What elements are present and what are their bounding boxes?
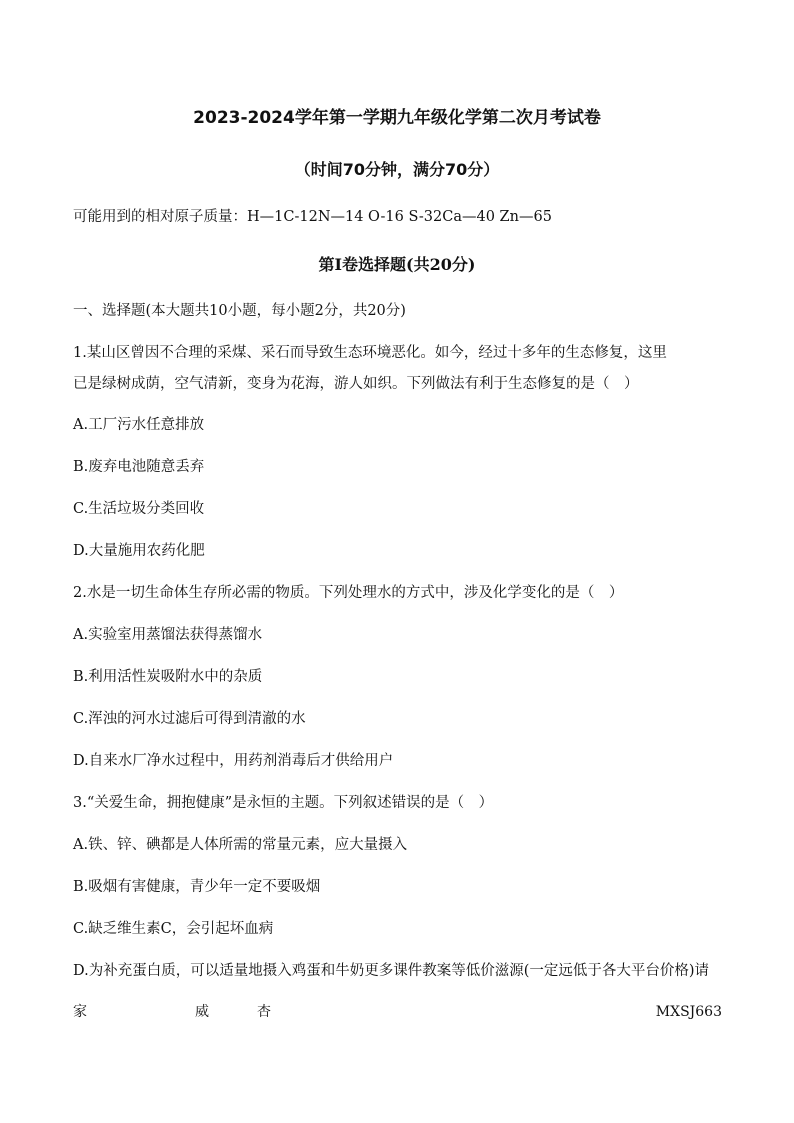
question-1-option-d: D.大量施用农药化肥 [73, 543, 205, 559]
footer-code: MXSJ663 [655, 1004, 722, 1020]
exam-subtitle: （时间70分钟，满分70分） [294, 160, 500, 179]
question-1-option-a: A.工厂污水任意排放 [73, 417, 205, 433]
section-title: 第Ⅰ卷选择题(共20分) [318, 255, 476, 274]
exam-title: 2023-2024学年第一学期九年级化学第二次月考试卷 [193, 108, 601, 128]
question-1-stem-line2: 已是绿树成荫，空气清新，变身为花海，游人如织。下列做法有利于生态修复的是（ ） [73, 376, 639, 392]
question-1-option-c: C.生活垃圾分类回收 [73, 501, 205, 517]
atomic-masses: 可能用到的相对原子质量：H—1C-12N—14 O-16 S-32Ca—40 Zn—65 [73, 209, 552, 225]
question-3-option-c: C.缺乏维生素C，会引起坏血病 [73, 921, 274, 937]
question-1-stem-line1: 1.某山区曾因不合理的采煤、采石而导致生态环境恶化。如今，经过十多年的生态修复，这里 [73, 345, 667, 361]
question-2-option-c: C.浑浊的河水过滤后可得到清澈的水 [73, 711, 306, 727]
question-3-option-a: A.铁、锌、碘都是人体所需的常量元素，应大量摄入 [73, 837, 408, 853]
question-1-option-b: B.废弃电池随意丢弃 [73, 459, 205, 475]
question-2-option-b: B.利用活性炭吸附水中的杂质 [73, 669, 263, 685]
footer-left-text: 家 [73, 1004, 87, 1020]
question-2-option-d: D.自来水厂净水过程中，用药剂消毒后才供给用户 [73, 753, 394, 769]
page-footer [73, 1002, 722, 1022]
question-3-option-d: D.为补充蛋白质，可以适量地摄入鸡蛋和牛奶更多课件教案等低价滋源(一定远低于各大平台价格)请 [73, 963, 710, 979]
footer-mid2-text: 杏 [257, 1004, 271, 1020]
footer-mid1-text: 威 [195, 1004, 209, 1020]
question-2-stem-line1: 2.水是一切生命体生存所必需的物质。下列处理水的方式中，涉及化学变化的是（ ） [73, 585, 624, 601]
question-3-option-b: B.吸烟有害健康，青少年一定不要吸烟 [73, 879, 321, 895]
question-3-stem-line1: 3.“关爱生命，拥抱健康”是永恒的主题。下列叙述错误的是（ ） [73, 795, 494, 811]
question-2-option-a: A.实验室用蒸馏法获得蒸馏水 [73, 627, 263, 643]
section-instructions: 一、选择题(本大题共10小题，每小题2分，共20分) [73, 303, 406, 319]
